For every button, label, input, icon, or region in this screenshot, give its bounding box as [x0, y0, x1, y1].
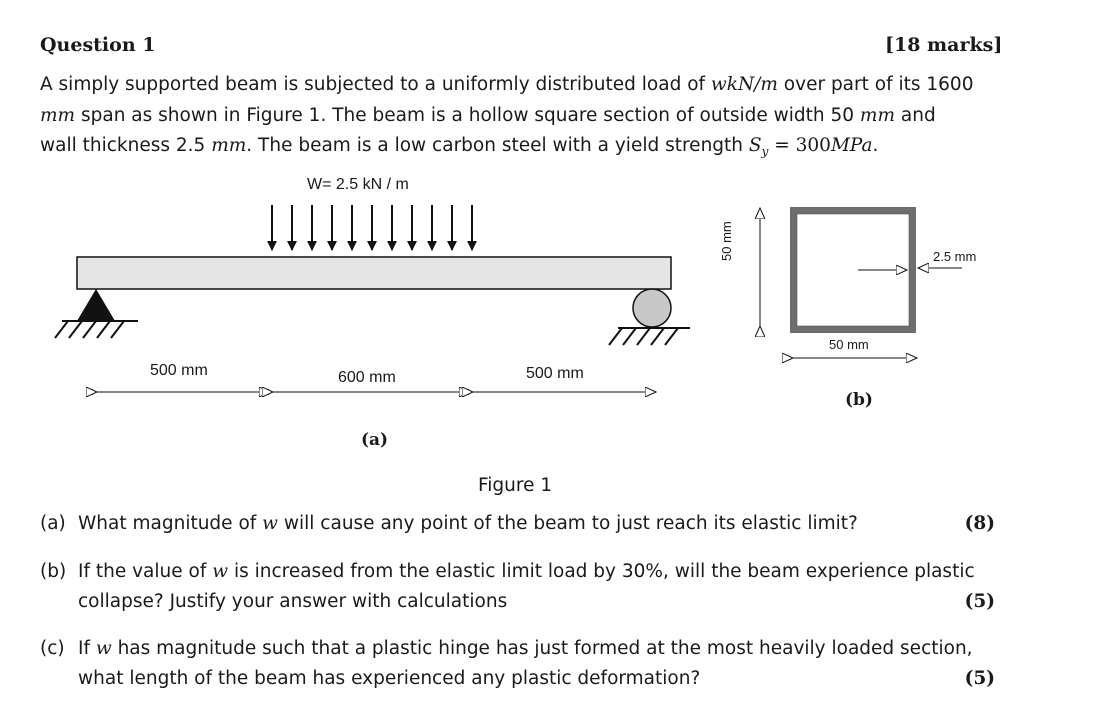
intro-line-3: wall thickness 2.5 mm. The beam is a low carbon steel with a yield strength $S_y = 300MPa$. [40, 135, 879, 159]
pin-support [77, 289, 115, 321]
question-marks: (8) [964, 513, 995, 534]
subfigure-label-a: (a) [361, 430, 389, 450]
question-marks: (5) [964, 668, 995, 689]
udl-arrows [272, 205, 472, 250]
question-item: (c) If w has magnitude such that a plastic hinge has just formed at the most heavily loaded section, what length of the beam has experienced any plastic deformation? (5) [40, 634, 995, 694]
dimension-label-middle: 600 mm [338, 369, 396, 386]
figure-caption: Figure 1 [478, 475, 553, 496]
roller-support [633, 289, 671, 327]
question-tag: (a) [40, 513, 66, 534]
pin-ground-hatch [55, 321, 138, 338]
dimension-label-right: 500 mm [526, 365, 584, 382]
question-title: Question 1 [40, 34, 156, 56]
question-tag: (c) [40, 638, 65, 659]
question-item: (b) If the value of w is increased from the elastic limit load by 30%, will the beam experience plastic collapse? Justify your answer with calculations (5) [40, 557, 995, 617]
section-height-label: 50 mm [719, 221, 734, 261]
wall-thickness-label: 2.5 mm [933, 249, 977, 264]
question-tag: (b) [40, 561, 67, 582]
question-item: (a) What magnitude of w will cause any point of the beam to just reach its elastic limit? (8) [40, 509, 995, 539]
intro-line-1: A simply supported beam is subjected to a uniformly distributed load of wkN/m over part of its 1600 [40, 74, 974, 95]
load-label: W= 2.5 kN / m [307, 176, 409, 193]
beam [77, 257, 671, 289]
question-marks: (5) [964, 591, 995, 612]
section-width-label: 50 mm [829, 337, 869, 352]
intro-line-2: mm span as shown in Figure 1. The beam is a hollow square section of outside width 50 mm and [40, 104, 936, 126]
dimension-label-left: 500 mm [150, 362, 208, 379]
subfigure-label-b: (b) [845, 390, 873, 410]
question-marks: [18 marks] [885, 34, 1003, 56]
roller-ground-hatch [609, 328, 690, 345]
